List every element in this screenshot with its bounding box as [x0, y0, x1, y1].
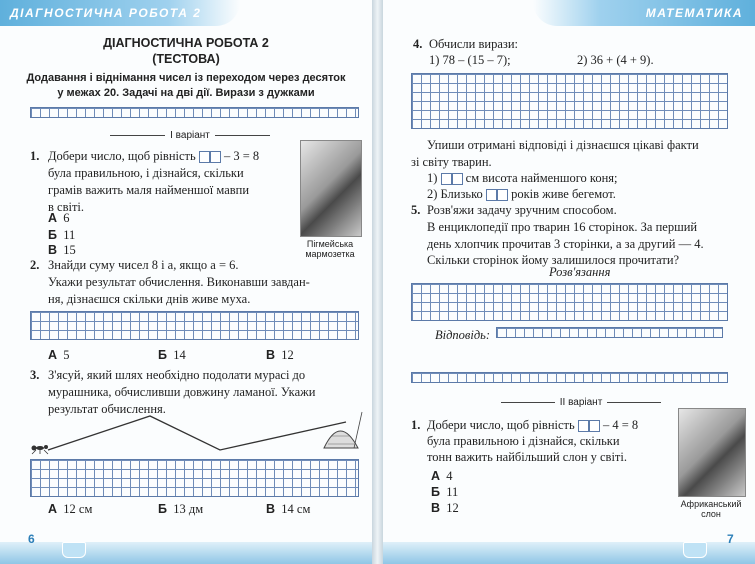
elephant-caption-2: слон [701, 509, 721, 519]
book-gutter [372, 0, 383, 564]
q4-text: Обчисли вирази: [429, 37, 518, 51]
q5-number: 5. [411, 203, 421, 217]
q3-option-c-value: 14 см [281, 502, 311, 516]
v2-q1-answer-box[interactable] [578, 418, 600, 432]
q3-option-a[interactable] [48, 501, 92, 518]
facts-item-1 [427, 170, 618, 187]
variant-1-divider [110, 129, 270, 141]
q1-option-b-value: 11 [63, 228, 76, 242]
q2-line3: ня, дізнаєшся скільки днів живе муха. [48, 292, 251, 306]
v2-q1-option-b-letter: Б [431, 485, 440, 499]
v2-q1-option-c[interactable] [431, 500, 459, 517]
marmoset-caption-1: Пігмейська [306, 239, 354, 249]
broken-line [48, 416, 346, 450]
work-subtitle-test: (ТЕСТОВА) [152, 52, 220, 66]
elephant-photo [678, 408, 746, 497]
variant-2-divider [501, 396, 661, 408]
right-page-number: 7 [727, 532, 734, 546]
q1-option-a-letter: А [48, 211, 58, 225]
v2-q1-option-b[interactable] [431, 484, 458, 501]
v2-q1-number: 1. [411, 418, 421, 432]
q4-answer-grid[interactable] [411, 73, 728, 129]
q3-option-c-letter: В [266, 502, 276, 516]
left-bottom-band [0, 542, 372, 564]
q3-line1: З'ясуй, який шлях необхідно подолати мурасі до [48, 368, 306, 382]
q5-answer-grid[interactable] [496, 327, 723, 338]
marmoset-caption-2: мармозетка [305, 249, 355, 259]
q2-option-c[interactable] [266, 347, 294, 364]
q2-option-c-letter: В [266, 348, 276, 362]
q3-line2: мурашника, обчисливши довжину ламаної. Укажи [48, 385, 316, 399]
polyline-illustration [28, 408, 363, 456]
q3-option-b-letter: Б [158, 502, 167, 516]
q1-number: 1. [30, 149, 40, 163]
q1-option-c-letter: В [48, 243, 58, 257]
v2-q1-line2: була правильною і дізнайся, скільки [427, 434, 620, 448]
q1-option-a-value: 6 [63, 211, 70, 225]
v2-q1-text-a: Добери число, щоб рівність [427, 418, 575, 432]
q1-line1 [48, 148, 259, 165]
v2-q1-option-a-value: 4 [446, 469, 453, 483]
q3-option-b[interactable] [158, 501, 203, 518]
q2-option-a-value: 5 [63, 348, 70, 362]
horse-height-box[interactable] [441, 171, 463, 185]
extra-grid-row[interactable] [411, 372, 728, 383]
q5-line1: Розв'яжи задачу зручним способом. [427, 203, 617, 217]
book-icon-right [683, 542, 707, 558]
v2-q1-option-c-letter: В [431, 501, 441, 515]
v2-q1-option-a[interactable] [431, 468, 453, 485]
q1-line4: в світі. [48, 200, 85, 214]
topic-line-2: у межах 20. Задачі на дві дії. Вирази з дужками [57, 87, 315, 99]
q4-number: 4. [413, 37, 423, 51]
v2-q1-line3: тонн важить найбільший слон у світі. [427, 450, 627, 464]
q3-line3: результат обчислення. [48, 402, 166, 416]
variant-2-label: ІІ варіант [559, 396, 603, 408]
v2-q1-line1 [427, 417, 638, 434]
q2-option-a[interactable] [48, 347, 70, 364]
book-icon [62, 542, 86, 558]
q2-option-b-value: 14 [173, 348, 186, 362]
q5-solution-grid[interactable] [411, 283, 728, 321]
anthill-icon [324, 412, 362, 448]
q5-line3: день хлопчик прочитав 3 сторінки, а за другий — 4. [427, 237, 704, 251]
q2-answer-grid[interactable] [30, 311, 359, 340]
q1-option-c-value: 15 [63, 243, 76, 257]
q1-answer-box[interactable] [199, 149, 221, 163]
q1-line2: була правильною, і дізнайся, скільки [48, 166, 244, 180]
marmoset-photo [300, 140, 362, 237]
v2-q1-option-c-value: 12 [446, 501, 459, 515]
q2-line2: Укажи результат обчислення. Виконавши завдан- [48, 275, 310, 289]
q1-line3: грамів важить маля найменшої мавпи [48, 183, 250, 197]
q4-expression-1: 1) 78 – (15 – 7); [429, 53, 511, 67]
q1-text-b: – 3 = 8 [223, 149, 260, 163]
q3-number: 3. [30, 368, 40, 382]
ant-icon [32, 445, 49, 454]
q2-line1: Знайди суму чисел 8 і a, якщо a = 6. [48, 258, 239, 272]
facts-item-1-num: 1) [427, 171, 438, 185]
v2-q1-option-b-value: 11 [446, 485, 459, 499]
work-title: ДІАГНОСТИЧНА РОБОТА 2 [103, 36, 269, 50]
right-ribbon: МАТЕМАТИКА [533, 0, 755, 26]
variant-1-label: І варіант [170, 129, 210, 141]
left-page [0, 0, 372, 564]
left-page-number: 6 [28, 532, 35, 546]
q2-option-a-letter: А [48, 348, 58, 362]
q1-text-a: Добери число, щоб рівність [48, 149, 196, 163]
q2-option-b-letter: Б [158, 348, 167, 362]
q3-option-a-letter: А [48, 502, 58, 516]
hippo-years-box[interactable] [486, 187, 508, 201]
v2-q1-option-a-letter: А [431, 469, 441, 483]
q1-option-a[interactable] [48, 210, 70, 227]
q3-answer-grid[interactable] [30, 459, 359, 497]
q4-expression-2: 2) 36 + (4 + 9). [577, 53, 654, 67]
left-ribbon: ДІАГНОСТИЧНА РОБОТА 2 [0, 0, 240, 26]
q3-option-a-value: 12 см [63, 502, 93, 516]
facts-item-2-text: років живе бегемот. [511, 187, 616, 201]
q3-option-b-value: 13 дм [173, 502, 204, 516]
q3-option-c[interactable] [266, 501, 310, 518]
facts-item-1-text: см висота найменшого коня; [465, 171, 618, 185]
facts-line2: зі світу тварин. [411, 155, 492, 169]
facts-item-2-num: 2) Близько [427, 187, 483, 201]
right-page [383, 0, 755, 564]
facts-item-2 [427, 186, 616, 203]
q2-number: 2. [30, 258, 40, 272]
q1-option-b-letter: Б [48, 228, 57, 242]
v2-q1-text-b: – 4 = 8 [602, 418, 639, 432]
answer-label: Відповідь: [435, 328, 491, 342]
topic-line-1: Додавання і віднімання чисел із переходом через десяток [26, 72, 346, 84]
facts-line1: Упиши отримані відповіді і дізнаєшся цікаві факти [427, 138, 699, 152]
solution-label: Розв'язання [549, 265, 611, 279]
q5-line4: Скільки сторінок йому залишилося прочитати? [427, 253, 680, 267]
name-grid[interactable] [30, 107, 359, 118]
q5-line2: В енциклопедії про тварин 16 сторінок. За перший [427, 220, 698, 234]
elephant-caption-1: Африканський [680, 499, 742, 509]
q2-option-c-value: 12 [281, 348, 294, 362]
q2-option-b[interactable] [158, 347, 186, 364]
